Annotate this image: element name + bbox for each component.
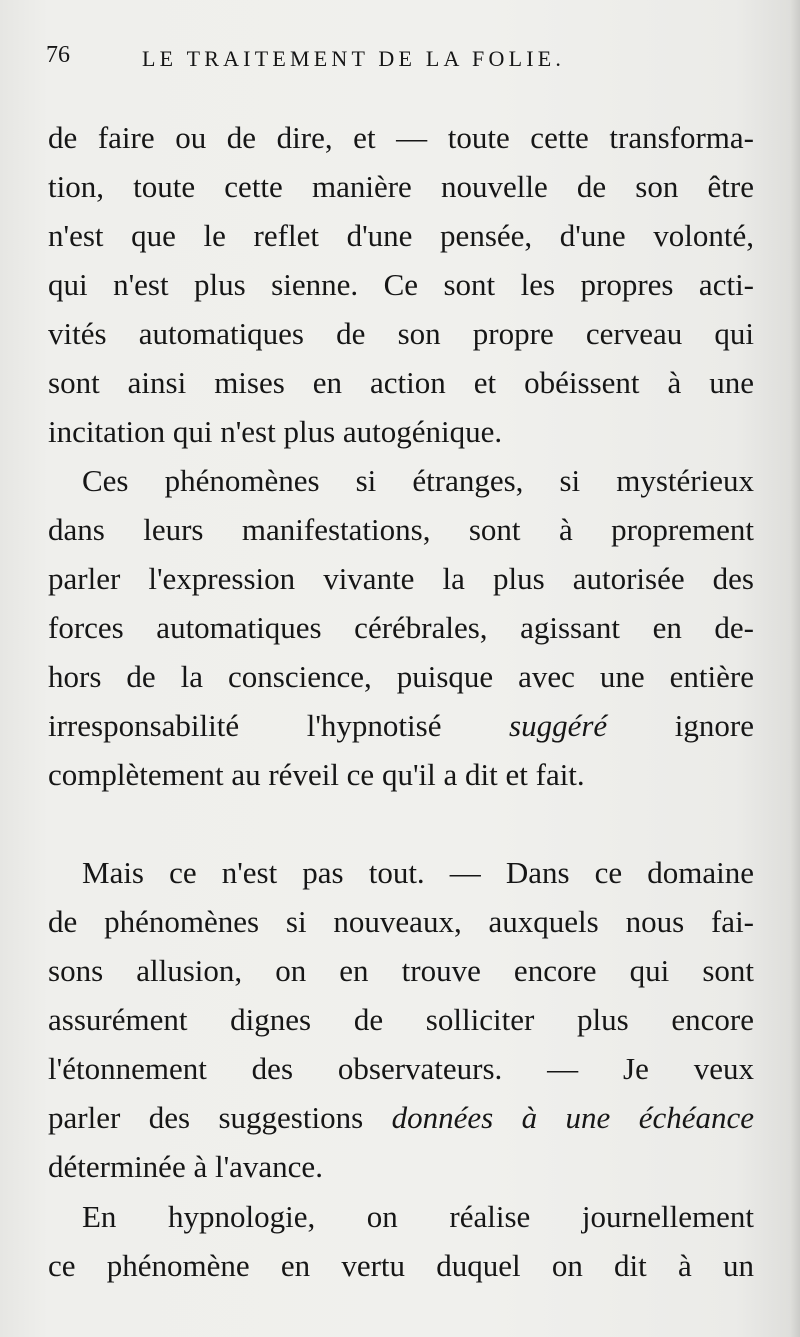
text-line: déterminée à l'avance. [48,1149,323,1184]
text-line: dans leurs manifestations, sont à proprement [48,512,754,547]
text-run: ignore [607,708,754,743]
text-run: irresponsabilité l'hypnotisé [48,708,510,743]
text-line: assurément dignes de solliciter plus encore [48,1002,754,1037]
running-header [46,42,706,82]
text-line: de phénomènes si nouveaux, auxquels nous fai- [48,904,754,939]
text-line: parler l'expression vivante la plus autorisée des [48,561,754,596]
italic-phrase: données à une échéance [391,1100,755,1135]
text-line: sont ainsi mises en action et obéissent à une [48,365,754,400]
text-line: Mais ce n'est pas tout. — Dans ce domaine [82,855,754,890]
italic-term: suggéré [509,708,608,743]
page-edge-shadow [790,0,800,1337]
text-line: qui n'est plus sienne. Ce sont les propres acti- [48,267,754,302]
text-line: l'étonnement des observateurs. — Je veux [48,1051,754,1086]
text-line: vités automatiques de son propre cerveau qui [48,316,754,351]
text-line: En hypnologie, on réalise journellement [82,1199,754,1234]
text-line: de faire ou de dire, et — toute cette transforma- [48,120,754,155]
paragraph-3 [48,848,754,1191]
running-title: LE TRAITEMENT DE LA FOLIE. [142,46,566,71]
text-line: incitation qui n'est plus autogénique. [48,414,503,449]
paragraph-4 [48,1192,754,1290]
paragraph-1 [48,113,754,456]
text-line: tion, toute cette manière nouvelle de son être [48,169,754,204]
text-line: complètement au réveil ce qu'il a dit et fait. [48,757,585,792]
text-line: Ces phénomènes si étranges, si mystérieux [82,463,754,498]
text-run: parler des suggestions [48,1100,392,1135]
text-line-with-italic [48,701,754,750]
text-line-with-italic [48,1093,754,1142]
text-line: sons allusion, on en trouve encore qui sont [48,953,754,988]
text-line: forces automatiques cérébrales, agissant en de- [48,610,754,645]
text-line: hors de la conscience, puisque avec une entière [48,659,754,694]
page-number: 76 [46,42,70,68]
paragraph-2 [48,456,754,799]
text-line: n'est que le reflet d'une pensée, d'une volonté, [48,218,754,253]
text-line: ce phénomène en vertu duquel on dit à un [48,1248,754,1283]
